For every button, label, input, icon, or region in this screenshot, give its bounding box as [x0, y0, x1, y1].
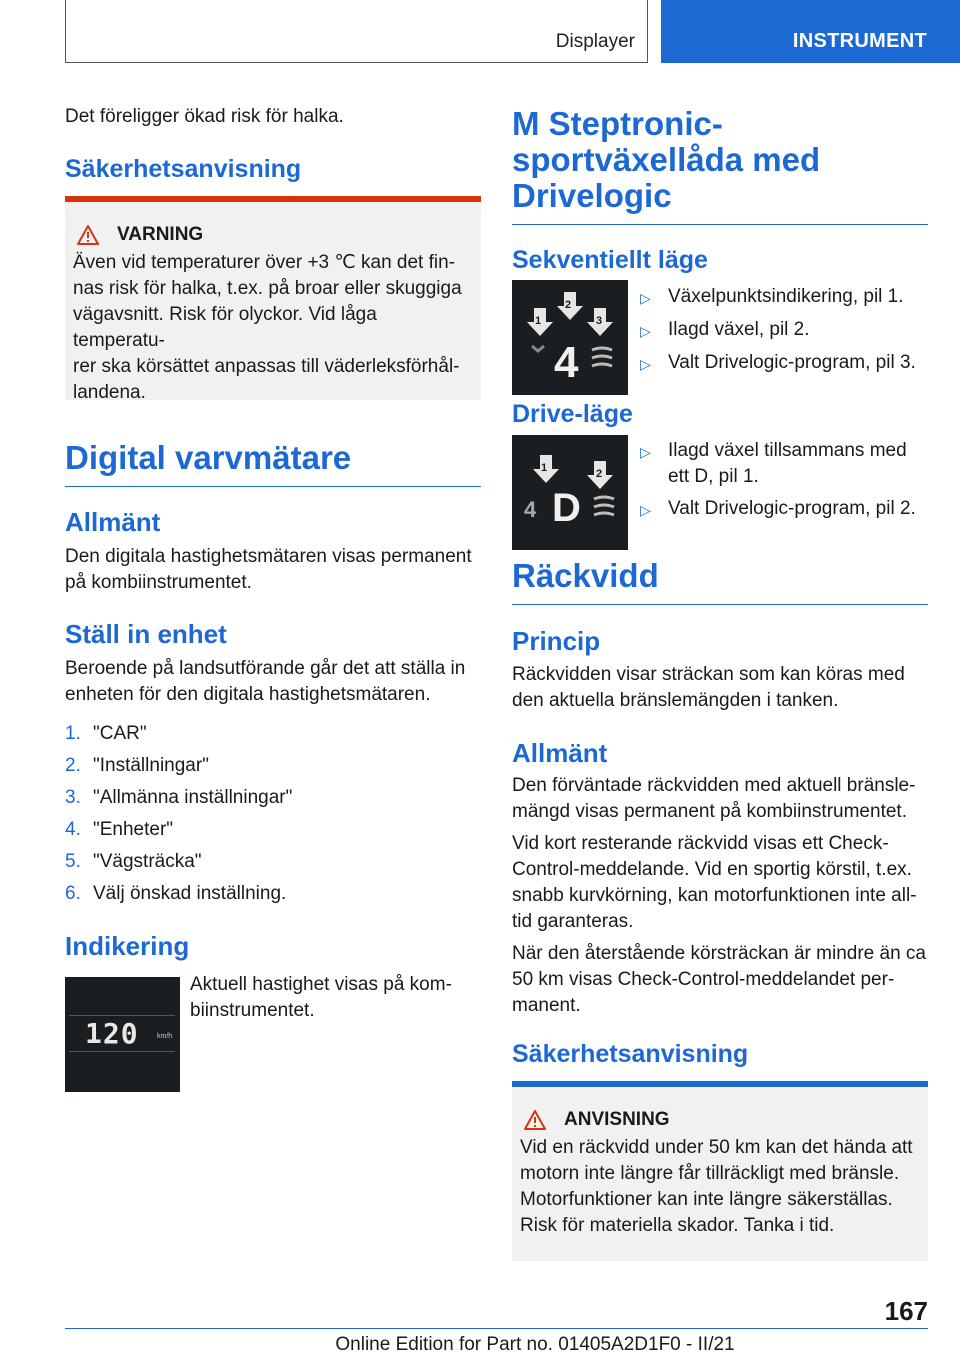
arrow-number: 1: [535, 315, 542, 327]
step-number: 5.: [65, 851, 81, 872]
text-line: Räckvidden visar sträckan som kan köras med: [512, 664, 905, 685]
note-line: motorn inte längre får tillräckligt med bränsle.: [520, 1163, 900, 1184]
list-item: [640, 284, 930, 311]
arrow-number: 3: [596, 315, 603, 327]
text-line: biinstrumentet.: [190, 1000, 315, 1021]
sequential-mode-image: [512, 280, 628, 395]
list-item: [640, 496, 930, 523]
list-item: [640, 350, 930, 377]
list-item: [65, 814, 292, 846]
title-line: sportväxellåda med: [512, 141, 821, 178]
bullet-triangle-icon: ▷: [640, 356, 651, 372]
step-number: 3.: [65, 787, 81, 808]
text-line: enheten för den digitala hastighetsmätaren.: [65, 684, 431, 705]
drive-mode-image: [512, 435, 628, 550]
step-number: 2.: [65, 755, 81, 776]
unit-text: [65, 656, 481, 708]
text-line: Control-meddelande. Vid en sportig körstil, t.ex.: [512, 859, 912, 880]
list-text-line: ett D, pil 1.: [668, 466, 759, 487]
safety-heading-left: Säkerhetsanvisning: [65, 155, 302, 183]
sequential-mode-heading: Sekventiellt läge: [512, 246, 708, 274]
footer-divider: [65, 1328, 928, 1329]
range-heading: Räckvidd: [512, 558, 928, 605]
step-text: "Enheter": [93, 819, 174, 840]
warning-title-text: VARNING: [117, 224, 204, 245]
drive-mode-heading: Drive-läge: [512, 400, 633, 428]
note-box: [512, 1081, 928, 1261]
header-chapter-tab: [661, 0, 960, 63]
warning-line: Även vid temperaturer över +3 ℃ kan det fin-: [73, 252, 455, 273]
step-number: 1.: [65, 723, 81, 744]
header-section-label: Displayer: [555, 31, 635, 52]
list-text: [668, 438, 907, 490]
speed-display-image: [65, 977, 180, 1092]
step-text: Välj önskad inställning.: [93, 883, 287, 904]
text-line: tid garanteras.: [512, 911, 634, 932]
warning-line: nas risk för halka, t.ex. på broar eller skuggiga: [73, 278, 462, 299]
principle-text: [512, 662, 928, 714]
warning-triangle-icon: [524, 1110, 546, 1130]
indication-heading: Indikering: [65, 931, 190, 961]
list-item: [65, 718, 292, 750]
warning-line: landena.: [73, 382, 146, 403]
list-text-line: Ilagd växel tillsammans med: [668, 440, 907, 461]
steptronic-title: [512, 106, 928, 225]
step-text: "Inställningar": [93, 755, 209, 776]
bullet-triangle-icon: ▷: [640, 444, 651, 460]
text-line: manent.: [512, 995, 581, 1016]
set-unit-heading: Ställ in enhet: [65, 619, 227, 649]
note-line: Motorfunktioner kan inte längre säkerställas.: [520, 1189, 893, 1210]
list-item: [65, 782, 292, 814]
text-line: Vid kort resterande räckvidd visas ett Check-: [512, 833, 889, 854]
drive-mode-letter: D: [552, 486, 581, 530]
header-section-box: [65, 0, 648, 63]
speed-unit: km/h: [157, 1033, 173, 1040]
indication-text: [190, 972, 480, 1024]
intro-text: Det föreligger ökad risk för halka.: [65, 106, 344, 127]
arrow-number: 1: [541, 462, 548, 474]
drive-gear-graphic: [512, 435, 628, 550]
arrow-number: 2: [565, 299, 572, 311]
list-text: Växelpunktsindikering, pil 1.: [668, 286, 904, 307]
warning-triangle-icon: [77, 225, 99, 245]
list-text: Valt Drivelogic-program, pil 2.: [668, 498, 916, 519]
title-line: Drivelogic: [512, 178, 928, 225]
warning-box: [65, 196, 481, 403]
digital-speedometer-heading: Digital varvmätare: [65, 440, 481, 487]
gear-number: 4: [554, 338, 579, 387]
sequential-list: [640, 284, 930, 383]
step-text: "CAR": [93, 723, 147, 744]
note-title-text: ANVISNING: [564, 1109, 670, 1130]
text-line: 50 km visas Check-Control-meddelandet per-: [512, 969, 895, 990]
list-text: Valt Drivelogic-program, pil 3.: [668, 352, 916, 373]
title-line: M Steptronic-: [512, 105, 723, 142]
general-heading-left: Allmänt: [65, 507, 161, 537]
text-line: på kombiinstrumentet.: [65, 572, 252, 593]
general-heading-right: Allmänt: [512, 738, 608, 768]
list-text: Ilagd växel, pil 2.: [668, 319, 810, 340]
safety-heading-right: Säkerhetsanvisning: [512, 1040, 749, 1068]
list-item: [65, 750, 292, 782]
text-line: Beroende på landsutförande går det att ställa in: [65, 658, 466, 679]
text-line: snabb kurvkörning, kan motorfunktionen inte all-: [512, 885, 917, 906]
note-line: Risk för materiella skador. Tanka i tid.: [520, 1215, 835, 1236]
text-line: den aktuella bränslemängden i tanken.: [512, 690, 839, 711]
drivelogic-icon: [594, 497, 614, 515]
drivelogic-icon: [592, 348, 612, 366]
gear-number: 4: [524, 497, 537, 522]
drive-list: [640, 438, 930, 529]
text-line: När den återstående körsträckan är mindre än ca: [512, 943, 926, 964]
list-item: [65, 878, 292, 910]
text-line: Den digitala hastighetsmätaren visas permanent: [65, 546, 472, 567]
warning-line: vägavsnitt. Risk för olyckor. Vid låga temperatu-: [73, 304, 377, 351]
steps-list: [65, 718, 292, 910]
list-item: [640, 317, 930, 344]
header-chapter-label: INSTRUMENT: [792, 30, 927, 52]
bullet-triangle-icon: ▷: [640, 290, 651, 306]
speed-value: 120: [85, 1017, 139, 1050]
divider: [69, 1015, 175, 1016]
step-text: "Allmänna inställningar": [93, 787, 293, 808]
sequential-gear-graphic: [512, 280, 628, 395]
list-item: [640, 438, 930, 490]
page-number: 167: [884, 1296, 928, 1326]
general-text-left: [65, 544, 481, 596]
note-line: Vid en räckvidd under 50 km kan det hända att: [520, 1137, 913, 1158]
step-number: 6.: [65, 883, 81, 904]
text-line: Aktuell hastighet visas på kom-: [190, 974, 452, 995]
bullet-triangle-icon: ▷: [640, 323, 651, 339]
text-line: Den förväntade räckvidden med aktuell bränsle-: [512, 775, 916, 796]
principle-heading: Princip: [512, 626, 601, 656]
chevron-down-icon: [532, 346, 544, 351]
step-number: 4.: [65, 819, 81, 840]
bullet-triangle-icon: ▷: [640, 502, 651, 518]
step-text: "Vägsträcka": [93, 851, 202, 872]
warning-line: rer ska körsättet anpassas till väderleksförhål-: [73, 356, 460, 377]
text-line: mängd visas permanent på kombiinstrumentet.: [512, 801, 907, 822]
general-text-right: [512, 773, 928, 1019]
edition-text: Online Edition for Part no. 01405A2D1F0 - II/21: [335, 1334, 735, 1355]
divider: [69, 1051, 175, 1052]
arrow-number: 2: [596, 468, 603, 480]
list-item: [65, 846, 292, 878]
warning-title: [73, 224, 473, 246]
note-title: [520, 1109, 920, 1131]
